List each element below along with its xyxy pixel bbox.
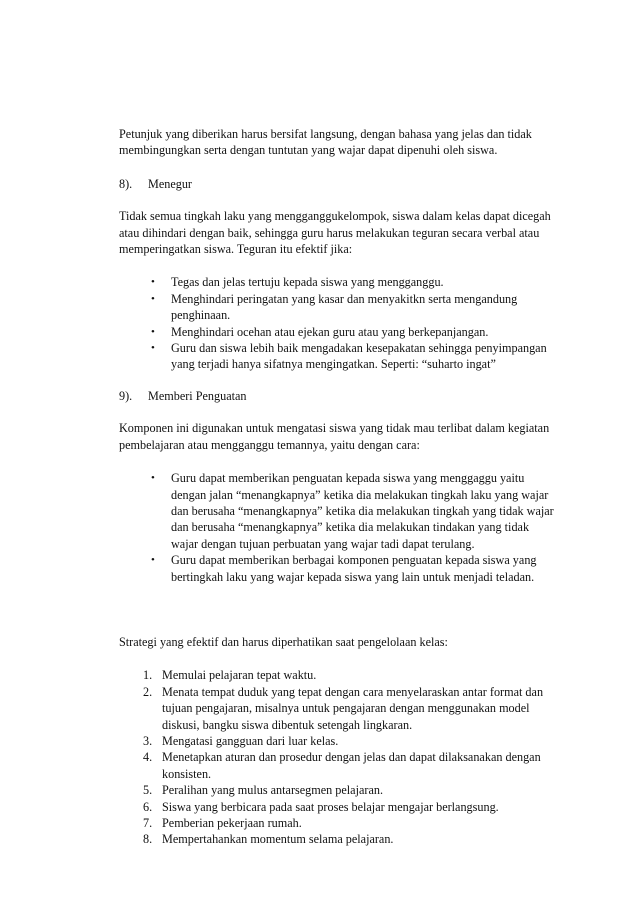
list-item: 5. Peralihan yang mulus antarsegmen pelajaran. bbox=[143, 783, 383, 798]
bullet-icon: • bbox=[151, 325, 155, 338]
section-8-title: Menegur bbox=[148, 176, 192, 191]
section-9-title: Memberi Penguatan bbox=[148, 388, 247, 403]
section-9-number: 9). bbox=[119, 388, 133, 403]
list-item: 1. Memulai pelajaran tepat waktu. bbox=[143, 668, 317, 683]
list-item: • Menghindari ocehan atau ejekan guru atau yang berkepanjangan. bbox=[151, 324, 489, 339]
list-item: 6. Siswa yang berbicara pada saat proses belajar mengajar berlangsung. bbox=[143, 799, 499, 814]
section-8-bullet-list bbox=[119, 274, 559, 372]
spacer bbox=[119, 600, 559, 634]
section-9-bullet-list bbox=[119, 470, 559, 585]
intro-paragraph: Petunjuk yang diberikan harus bersifat langsung, dengan bahasa yang jelas dan tidak membingungkan serta dengan tuntutan yang wajar dapat dipenuhi oleh siswa. bbox=[119, 127, 532, 158]
list-item: 4. Menetapkan aturan dan prosedur dengan jelas dan dapat dilaksanakan dengan konsisten. bbox=[143, 750, 541, 781]
page-content bbox=[119, 126, 559, 848]
list-item: 3. Mengatasi gangguan dari luar kelas. bbox=[143, 733, 339, 748]
strategy-intro: Strategi yang efektif dan harus diperhatikan saat pengelolaan kelas: bbox=[119, 634, 448, 649]
bullet-icon: • bbox=[151, 342, 155, 355]
list-item: 7. Pemberian pekerjaan rumah. bbox=[143, 816, 302, 830]
section-9-paragraph: Komponen ini digunakan untuk mengatasi siswa yang tidak mau terlibat dalam kegiatan pembelajaran atau mengganggu temannya, yaitu dengan cara: bbox=[119, 421, 550, 452]
list-item: • Menghindari peringatan yang kasar dan menyakitkn serta mengandung penghinaan. bbox=[151, 291, 518, 323]
bullet-icon: • bbox=[151, 292, 155, 305]
list-item: 2. Menata tempat duduk yang tepat dengan cara menyelaraskan antar format dan tujuan pengajaran, misalnya untuk pengajaran dengan menggunakan model diskusi, bangku siswa dibentuk setengah lingkaran. bbox=[143, 684, 544, 732]
bullet-icon: • bbox=[151, 554, 155, 567]
strategy-list bbox=[119, 667, 559, 847]
section-8-number: 8). bbox=[119, 176, 133, 191]
list-item: 8. Mempertahankan momentum selama pelajaran. bbox=[143, 832, 394, 847]
section-8-heading bbox=[119, 176, 559, 192]
bullet-icon: • bbox=[151, 472, 155, 485]
section-8-paragraph: Tidak semua tingkah laku yang mengganggukelompok, siswa dalam kelas dapat dicegah atau dihindari dengan baik, sehingga guru harus melakukan teguran secara verbal atau memperingatkan siswa. Teguran itu efektif jika: bbox=[119, 209, 551, 257]
list-item: • Guru dapat memberikan penguatan kepada siswa yang menggaggu yaitu dengan jalan “menangkapnya” ketika dia melakukan tingkah laku yang wajar dan berusaha “menangkapnya” ketika dia melakukan tingkah yang tidak wajar dan berusaha “menangkapnya” ketika dia melakukan tindakan yang tidak wajar dengan tujuan perbuatan yang wajar tadi dapat terulang. bbox=[151, 471, 554, 551]
section-9-heading bbox=[119, 388, 559, 404]
bullet-icon: • bbox=[151, 276, 155, 289]
list-item: • Guru dapat memberikan berbagai komponen penguatan kepada siswa yang bertingkah laku yang wajar kepada siswa yang lain untuk menjadi teladan. bbox=[151, 553, 537, 584]
list-item: • Guru dan siswa lebih baik mengadakan kesepakatan sehingga penyimpangan yang terjadi hanya sifatnya mengingatkan. Seperti: “suharto ingat” bbox=[151, 341, 547, 372]
list-item: • Tegas dan jelas tertuju kepada siswa yang mengganggu. bbox=[151, 275, 444, 290]
